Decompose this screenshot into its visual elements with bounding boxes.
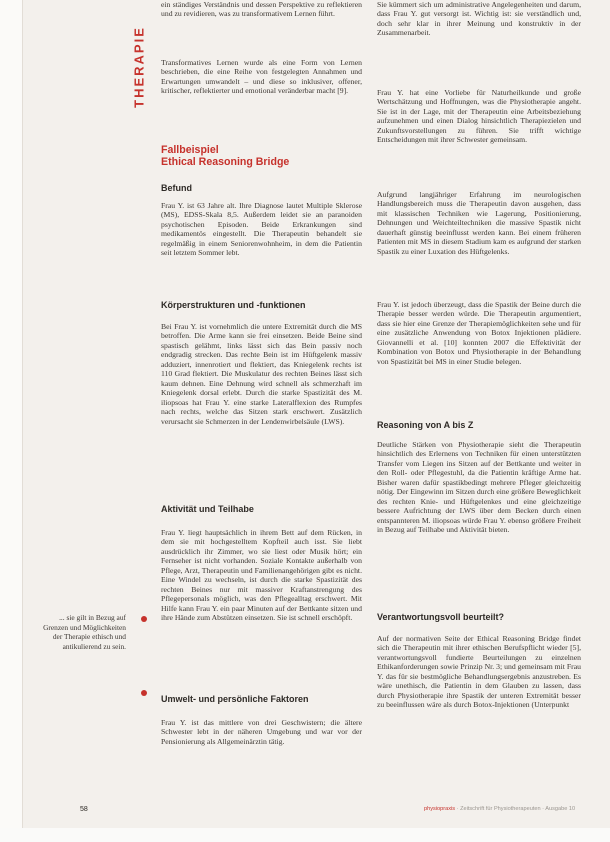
befund-paragraph: Frau Y. ist 63 Jahre alt. Ihre Diagnose lautet Multiple Sklerose (MS), EDSS-Skala 8,5. Außerdem leidet sie an paranoiden psychotischen Episoden. Beide Erkrankungen sind medikamentös eingestellt. Die Therapeutin behandelt sie regelmäßig in einem Seniorenwohnheim, in dem die Patientin seit letztem Sommer lebt. bbox=[161, 201, 362, 258]
aktivitaet-paragraph: Frau Y. liegt hauptsächlich in ihrem Bett auf dem Rücken, in dem sie mit hochgestelltem Kopfteil auch isst. Sie liebt ausdrücklich ihr Zimmer, wo sie liest oder Musik hört; ein Fernseher ist nicht vorhanden. Soziale Kontakte außerhalb von Pflege, Arzt, Therapeutin und Familienangehörigen gibt es nicht. Eine Windel zu wechseln, ist durch die starke Spastizität des rechten Beines nur mit massiver Kraftanstrengung des Pflegepersonals möglich, was den Pflegealltag erschwert. Mit Hilfe kann Frau Y. ein paar Minuten auf der Bettkante sitzen und ihre Hände zum Abstützen einsetzen. Sie ist schnell erschöpft. bbox=[161, 528, 362, 623]
scan-bottom-edge bbox=[0, 828, 610, 842]
koerper-paragraph: Bei Frau Y. ist vornehmlich die untere Extremität durch die MS betroffen. Die Arme kann sie frei einsetzen. Beide Beine sind spastisch gelähmt, links lässt sich das Bein passiv noch endgradig strecken. Das rechte Bein ist im Hüftgelenk massiv adduziert, innenrotiert und flektiert, das Kniegelenk rechts ist 110 Grad flektiert. Die Muskulatur des rechten Beines lässt sich kaum dehnen. Eine Dehnung wird schnell als schmerzhaft im Kniegelenk dorsal erlebt. Durch die starke Spastizität des M. iliopsoas hat Frau Y. eine starke Lateralflexion des Rumpfes nach rechts, welche das Sitzen stark erschwert. Zusätzlich verursacht sie Schmerzen in der Lendenwirbelsäule (LWS). bbox=[161, 322, 362, 426]
footer-rest: · Zeitschrift für Physiotherapeuten · Ausgabe 10 bbox=[455, 806, 576, 812]
right-paragraph-1: Sie kümmert sich um administrative Angelegenheiten und darum, dass Frau Y. gut versorgt ist. Wichtig ist: sie verständlich und, doch sehr klar in ihrer Meinung und konstruktiv in der Zusammenarbeit. bbox=[377, 0, 581, 38]
section-label-text: THERAPIE bbox=[131, 26, 147, 108]
verant-heading: Verantwortungsvoll beurteilt? bbox=[377, 612, 505, 622]
umwelt-paragraph: Frau Y. ist das mittlere von drei Geschwistern; die ältere Schwester lebt in der näheren Umgebung und war vor der Pensionierung als Allgemeinärztin tätig. bbox=[161, 718, 362, 746]
section-label bbox=[124, 24, 154, 110]
verant-paragraph: Auf der normativen Seite der Ethical Reasoning Bridge findet sich die Therapeutin mit ihrer ethischen Berufspflicht wieder [5], verantwortungsvoll fundierte Beurteilungen zu einzelnen Ethikanforderungen sowie Prinzip Nr. 3; und gemeinsam mit Frau Y. das für sie bestmögliche Behandlungsergebnis anzustreben. Es wäre unethisch, die Patientin in dem Glauben zu lassen, dass durch Physiotherapie ihre Spastik der unteren Extremität besser zu beeinflussen wäre als durch Botox-Injektionen (Unterpunkt bbox=[377, 634, 581, 710]
margin-note: ... sie gilt in Bezug auf Grenzen und Möglichkeiten der Therapie ethisch und antikulierend zu sein. bbox=[43, 613, 126, 651]
scan-left-edge bbox=[0, 0, 23, 842]
abz-heading: Reasoning von A bis Z bbox=[377, 420, 474, 430]
footer-text bbox=[424, 806, 575, 812]
bullet-marker-1 bbox=[141, 616, 147, 622]
umwelt-heading: Umwelt- und persönliche Faktoren bbox=[161, 694, 309, 704]
koerper-heading: Körperstrukturen und -funktionen bbox=[161, 300, 306, 310]
intro-paragraph-2: Transformatives Lernen wurde als eine Form von Lernen beschrieben, die eine Reihe von festgelegten Annahmen und Erwartungen umwandelt – und diese so inklusiver, offener, kritischer, reflektierter und emotional veränderbar macht [9]. bbox=[161, 58, 362, 96]
case-heading-line-1: Fallbeispiel bbox=[161, 144, 219, 156]
bullet-marker-2 bbox=[141, 690, 147, 696]
intro-paragraph-1: ein ständiges Verständnis und dessen Perspektive zu reflektieren und zu revidieren, was zu transformativem Lernen führt. bbox=[161, 0, 362, 19]
abz-paragraph: Deutliche Stärken von Physiotherapie sieht die Therapeutin hinsichtlich des Erlernens von Techniken für einen unterstützten Transfer vom Liegen ins Sitzen auf der Bettkante und weiter in den Roll- oder Pflegestuhl, da die Patientin kräftige Arme hat. Bisher waren dafür spastikbedingt mehrere Pfleger gleichzeitig nötig. Der Eingewinn im Sitzen durch eine größere Beweglichkeit des rechten Knie- und Hüftgelenkes und eine gleichzeitige bessere Aufrichtung der LWS über dem Becken durch einen entspannteren M. iliopsoas würde Frau Y. ebenso größere Freiheit in Bezug auf Teilhabe und Aktivität bieten. bbox=[377, 440, 581, 535]
case-heading-line-2: Ethical Reasoning Bridge bbox=[161, 156, 290, 168]
right-paragraph-3: Aufgrund langjähriger Erfahrung im neurologischen Handlungsbereich muss die Therapeutin davon ausgehen, dass mit klassischen Techniken wie Lagerung, Positionierung, Dehnungen und Weichteiltechniken die massive Spastik nicht dauerhaft günstig beeinflusst werden kann. Bei einem früheren Patienten mit MS in diesem Stadium kam es aufgrund der starken Spastik zu einer Luxation des Hüftgelenks. bbox=[377, 190, 581, 256]
case-heading bbox=[161, 144, 362, 168]
right-paragraph-4: Frau Y. ist jedoch überzeugt, dass die Spastik der Beine durch die Therapie besser werden würde. Die Therapeutin argumentiert, dass sie hier eine Grenze der Therapiemöglichkeiten sehe und für eine zusätzliche Anwendung von Botox Injektionen plädiere. Giovannelli et al. [10] konnten 2007 die Effektivität der Kombination von Botox und Physiotherapie in der Behandlung von Spastizität bei MS in einer Studie belegen. bbox=[377, 300, 581, 366]
footer-brand: physiopraxis bbox=[424, 806, 456, 812]
befund-heading: Befund bbox=[161, 183, 192, 193]
right-paragraph-2: Frau Y. hat eine Vorliebe für Naturheilkunde und große Wertschätzung und Hoffnungen, was die Physiotherapie angeht. Sie ist in der Lage, mit der Therapeutin eine Arbeitsbeziehung aufzunehmen und einen Dialog hinsichtlich Therapiezielen und Zukunftsvorstellungen zu führen. Sie trifft wichtige Entscheidungen mit ihrer Schwester gemeinsam. bbox=[377, 88, 581, 145]
aktivitaet-heading: Aktivität und Teilhabe bbox=[161, 504, 254, 514]
page-number: 58 bbox=[80, 806, 88, 813]
